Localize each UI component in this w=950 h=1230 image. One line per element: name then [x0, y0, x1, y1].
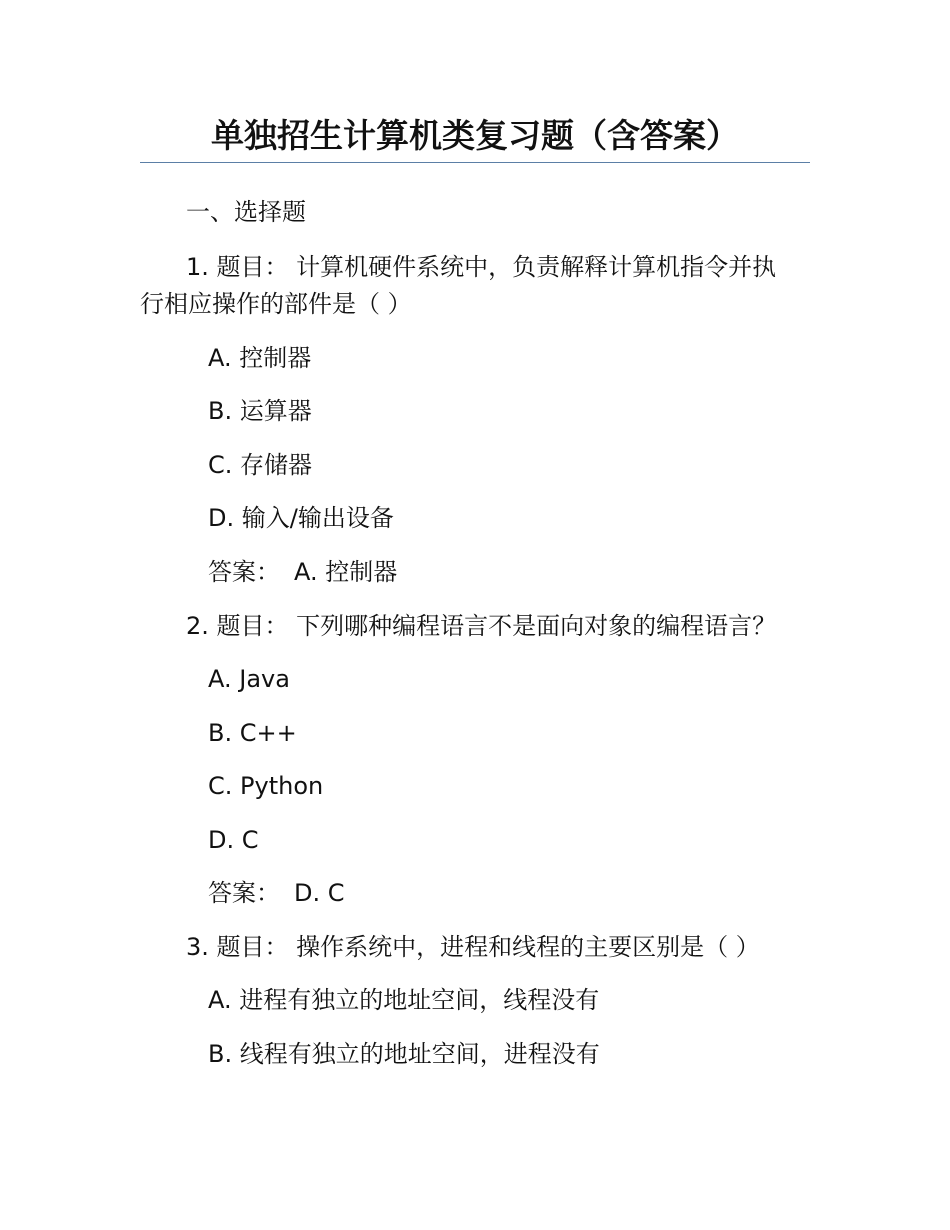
answer-label: 答案：: [208, 558, 280, 586]
title-underline: [140, 162, 810, 163]
answer-label: 答案：: [208, 879, 280, 907]
question-2-option-a: A. Java: [208, 665, 290, 693]
answer-value: D. C: [294, 879, 345, 907]
question-1-option-c: C. 存储器: [208, 451, 313, 479]
question-1-stem-line1: 1. 题目： 计算机硬件系统中，负责解释计算机指令并执: [186, 253, 777, 281]
section-heading: 一、选择题: [186, 198, 306, 226]
document-title: 单独招生计算机类复习题（含答案）: [211, 116, 739, 155]
question-1-answer: [208, 555, 397, 589]
question-2-option-c: C. Python: [208, 772, 324, 800]
question-3-option-a: A. 进程有独立的地址空间，线程没有: [208, 986, 600, 1014]
question-1-stem-line2: 行相应操作的部件是（ ）: [140, 290, 412, 318]
question-1-option-d: D. 输入/输出设备: [208, 504, 394, 532]
question-2-option-b: B. C++: [208, 719, 297, 747]
question-1-option-b: B. 运算器: [208, 397, 312, 425]
question-3-option-b: B. 线程有独立的地址空间，进程没有: [208, 1040, 600, 1068]
answer-value: A. 控制器: [294, 558, 398, 586]
question-1-option-a: A. 控制器: [208, 344, 312, 372]
question-2-option-d: D. C: [208, 826, 259, 854]
question-2-answer: [208, 876, 345, 910]
question-2-stem-line1: 2. 题目： 下列哪种编程语言不是面向对象的编程语言？: [186, 612, 777, 640]
question-3-stem-line1: 3. 题目： 操作系统中，进程和线程的主要区别是（ ）: [186, 933, 760, 961]
